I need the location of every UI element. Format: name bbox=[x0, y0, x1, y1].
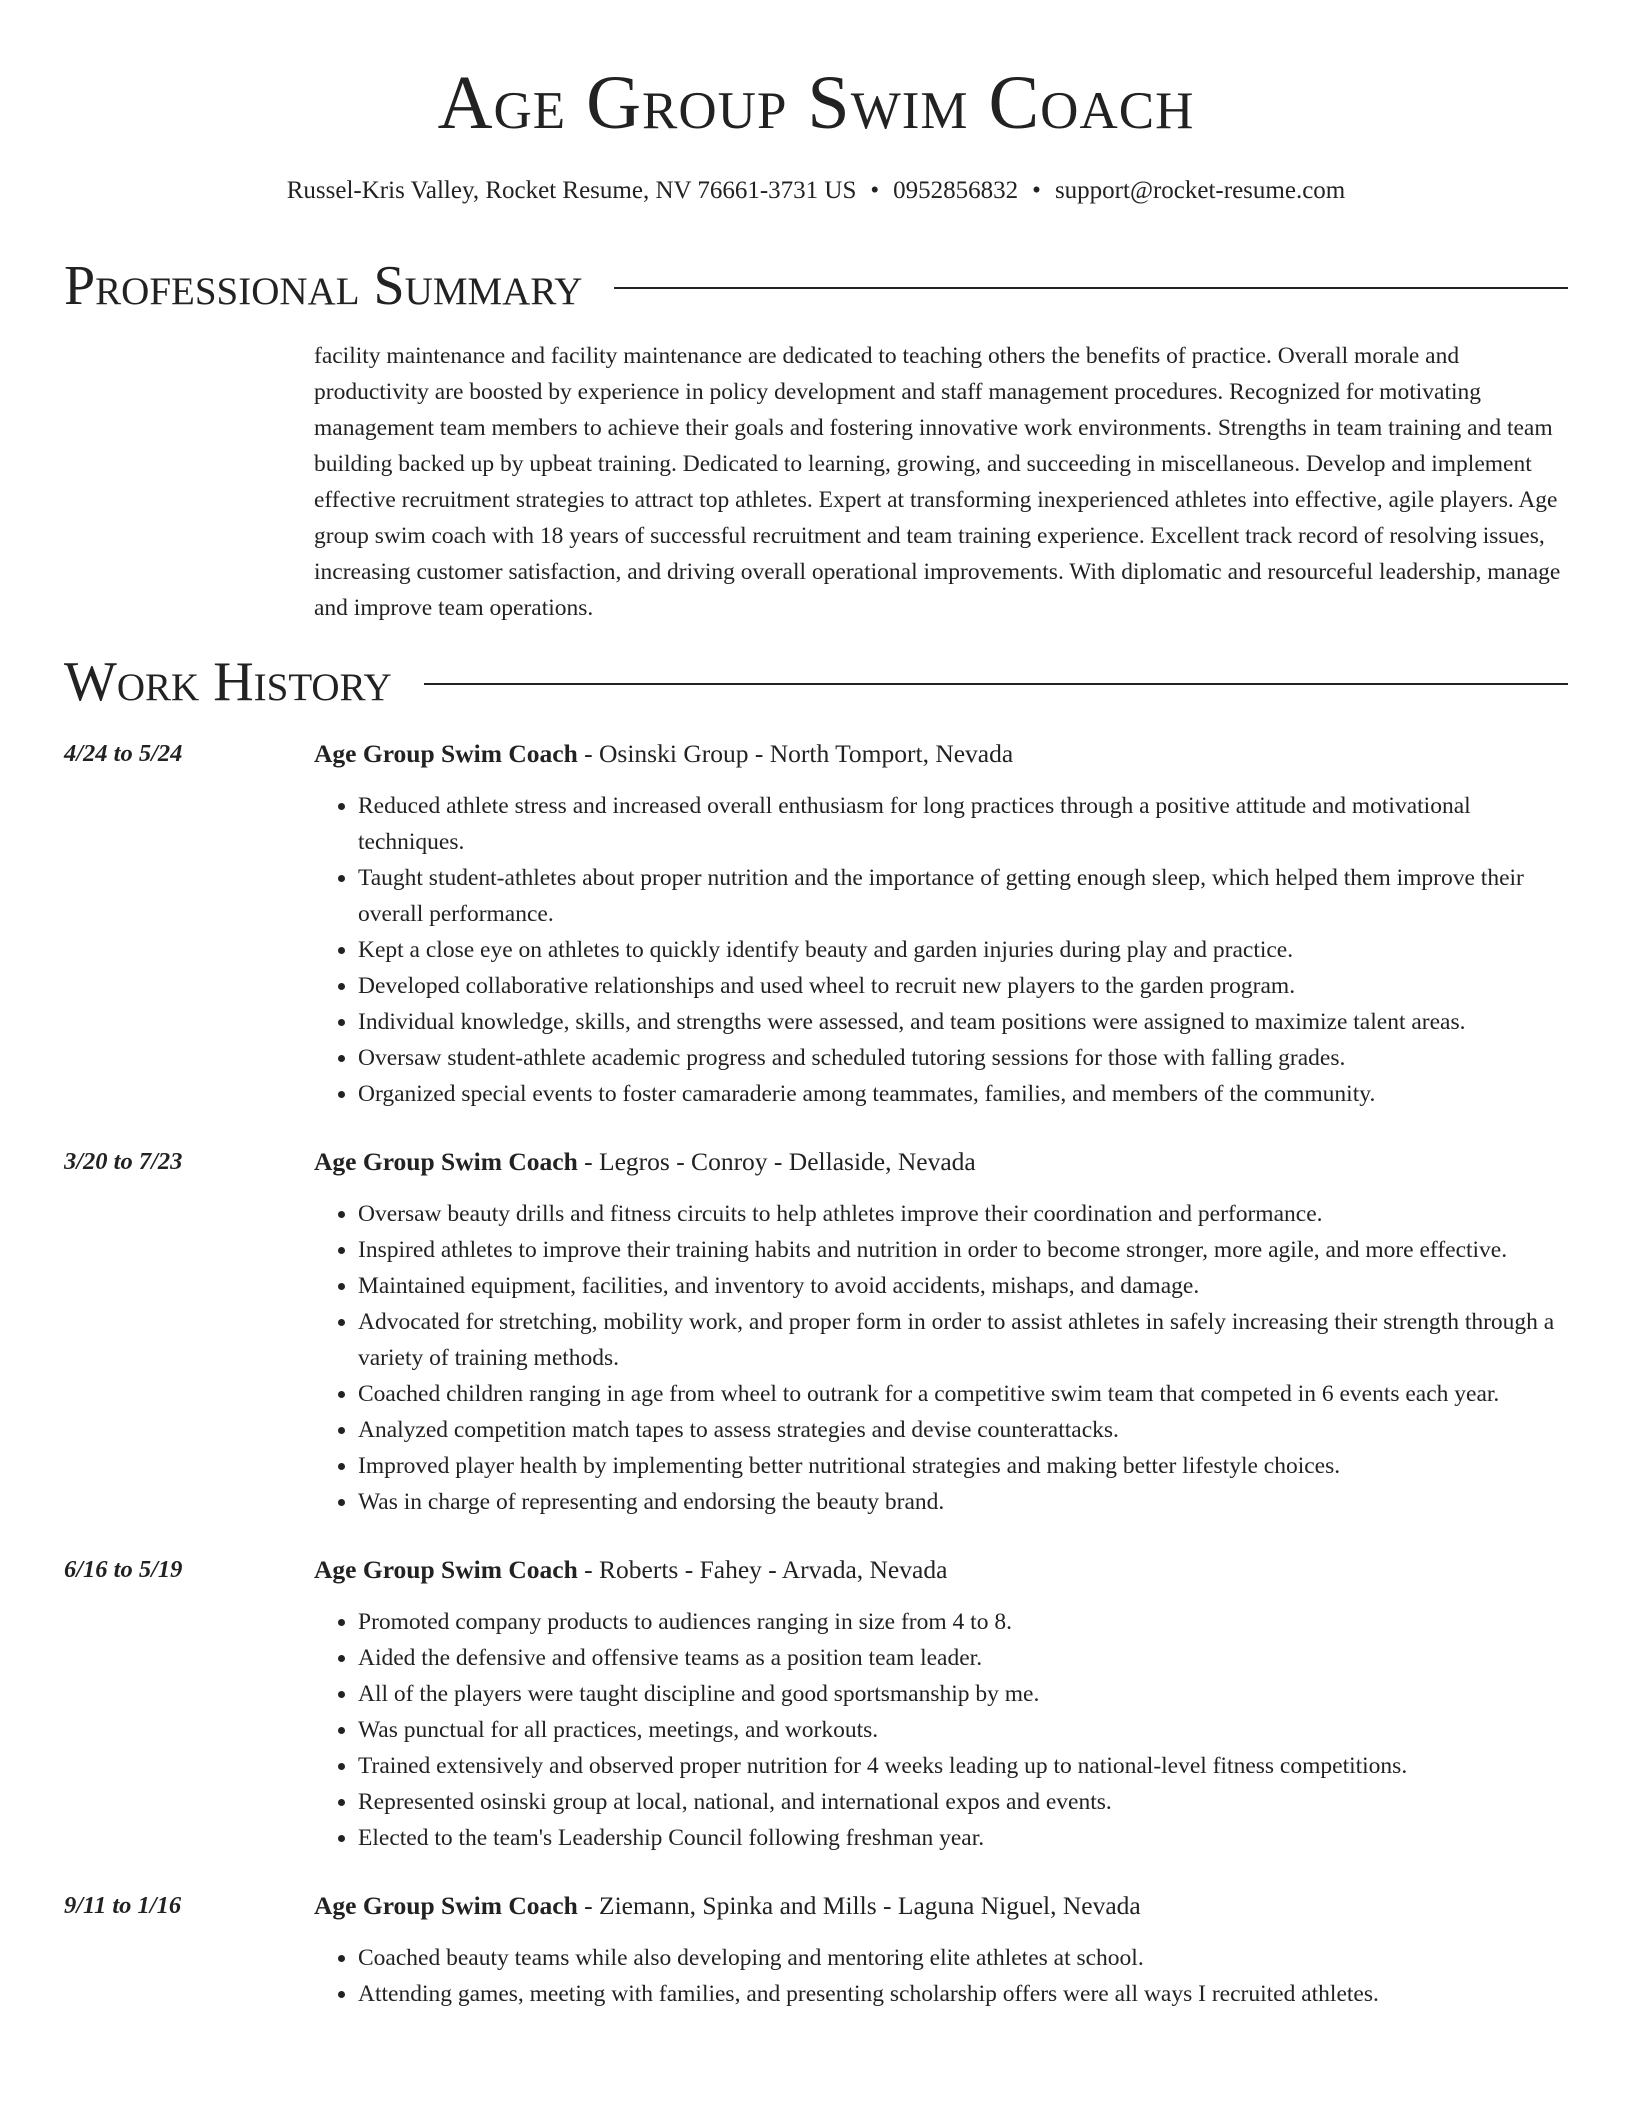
job-bullet: • Developed collaborative relationships and used wheel to recruit new players to the garden program. bbox=[358, 968, 1568, 1004]
job-bullet: • Advocated for stretching, mobility work, and proper form in order to assist athletes in safely increasing their strength through a variety of training methods. bbox=[358, 1304, 1568, 1376]
job-role: Age Group Swim Coach bbox=[314, 1891, 578, 1920]
job-entry bbox=[64, 1888, 1568, 2012]
job-dates: 4/24 to 5/24 bbox=[64, 740, 183, 767]
work-history-list bbox=[64, 736, 1568, 2044]
job-employer-location: - Ziemann, Spinka and Mills - Laguna Niguel, Nevada bbox=[577, 1891, 1141, 1920]
job-body bbox=[314, 1144, 1568, 1520]
summary-section-header bbox=[64, 254, 1568, 318]
job-bullet-list bbox=[314, 1604, 1568, 1856]
section-divider bbox=[424, 683, 1568, 685]
job-bullet-list bbox=[314, 1940, 1568, 2012]
job-bullet: • All of the players were taught discipline and good sportsmanship by me. bbox=[358, 1676, 1568, 1712]
job-role: Age Group Swim Coach bbox=[314, 739, 578, 768]
job-bullet: • Promoted company products to audiences ranging in size from 4 to 8. bbox=[358, 1604, 1568, 1640]
job-bullet: • Elected to the team's Leadership Council following freshman year. bbox=[358, 1820, 1568, 1856]
section-divider bbox=[614, 287, 1568, 289]
job-bullet: • Was punctual for all practices, meetings, and workouts. bbox=[358, 1712, 1568, 1748]
work-history-section-header bbox=[64, 650, 1568, 714]
job-bullet: • Reduced athlete stress and increased overall enthusiasm for long practices through a positive attitude and motivational techniques. bbox=[358, 788, 1568, 860]
job-bullet: • Inspired athletes to improve their training habits and nutrition in order to become stronger, more agile, and more effective. bbox=[358, 1232, 1568, 1268]
job-bullet: • Coached children ranging in age from wheel to outrank for a competitive swim team that competed in 6 events each year. bbox=[358, 1376, 1568, 1412]
summary-heading: Professional Summary bbox=[64, 255, 583, 317]
resume-name: Age Group Swim Coach bbox=[437, 61, 1195, 145]
job-title-line bbox=[314, 736, 1568, 772]
summary-text: facility maintenance and facility maintenance are dedicated to teaching others the benefits of practice. Overall morale and productivity are boosted by experience in policy development and staff management procedures. Recognized for motivating management team members to achieve their goals and fostering innovative work environments. Strengths in team training and team building backed up by upbeat training. Dedicated to learning, growing, and succeeding in miscellaneous. Develop and implement effective recruitment strategies to attract top athletes. Expert at transforming inexperienced athletes into effective, agile players. Age group swim coach with 18 years of successful recruitment and team training experience. Excellent track record of resolving issues, increasing customer satisfaction, and driving overall operational improvements. With diplomatic and resourceful leadership, manage and improve team operations. bbox=[314, 343, 1561, 621]
job-entry bbox=[64, 1144, 1568, 1520]
job-bullet: • Aided the defensive and offensive teams as a position team leader. bbox=[358, 1640, 1568, 1676]
contact-line bbox=[0, 174, 1632, 208]
job-employer-location: - Legros - Conroy - Dellaside, Nevada bbox=[577, 1147, 976, 1176]
job-bullet-list bbox=[314, 1196, 1568, 1520]
contact-phone: 0952856832 bbox=[893, 177, 1019, 204]
job-bullet: • Organized special events to foster camaraderie among teammates, families, and members of the community. bbox=[358, 1076, 1568, 1112]
contact-address: Russel-Kris Valley, Rocket Resume, NV 76661-3731 US bbox=[286, 177, 857, 204]
job-bullet: • Individual knowledge, skills, and strengths were assessed, and team positions were assigned to maximize talent areas. bbox=[358, 1004, 1568, 1040]
job-entry bbox=[64, 736, 1568, 1112]
job-role: Age Group Swim Coach bbox=[314, 1555, 578, 1584]
job-bullet: • Taught student-athletes about proper nutrition and the importance of getting enough sleep, which helped them improve their overall performance. bbox=[358, 860, 1568, 932]
job-dates: 6/16 to 5/19 bbox=[64, 1556, 183, 1583]
job-title-line bbox=[314, 1144, 1568, 1180]
job-title-line bbox=[314, 1552, 1568, 1588]
job-employer-location: - Roberts - Fahey - Arvada, Nevada bbox=[577, 1555, 948, 1584]
job-bullet: • Represented osinski group at local, national, and international expos and events. bbox=[358, 1784, 1568, 1820]
job-title-line bbox=[314, 1888, 1568, 1924]
job-role: Age Group Swim Coach bbox=[314, 1147, 578, 1176]
job-entry bbox=[64, 1552, 1568, 1856]
job-bullet: • Improved player health by implementing better nutritional strategies and making better lifestyle choices. bbox=[358, 1448, 1568, 1484]
job-bullet: • Analyzed competition match tapes to assess strategies and devise counterattacks. bbox=[358, 1412, 1568, 1448]
work-history-heading: Work History bbox=[64, 651, 392, 713]
job-bullet: • Attending games, meeting with families, and presenting scholarship offers were all ways I recruited athletes. bbox=[358, 1976, 1568, 2012]
job-bullet: • Coached beauty teams while also developing and mentoring elite athletes at school. bbox=[358, 1940, 1568, 1976]
job-bullet: • Kept a close eye on athletes to quickly identify beauty and garden injuries during play and practice. bbox=[358, 932, 1568, 968]
contact-email: support@rocket-resume.com bbox=[1054, 177, 1346, 204]
job-body bbox=[314, 1888, 1568, 2012]
job-employer-location: - Osinski Group - North Tomport, Nevada bbox=[577, 739, 1014, 768]
contact-separator: • bbox=[1032, 177, 1041, 204]
job-bullet: • Oversaw beauty drills and fitness circuits to help athletes improve their coordination and performance. bbox=[358, 1196, 1568, 1232]
job-dates: 9/11 to 1/16 bbox=[64, 1892, 182, 1919]
job-dates: 3/20 to 7/23 bbox=[64, 1148, 183, 1175]
job-bullet: • Oversaw student-athlete academic progress and scheduled tutoring sessions for those with falling grades. bbox=[358, 1040, 1568, 1076]
job-bullet: • Was in charge of representing and endorsing the beauty brand. bbox=[358, 1484, 1568, 1520]
job-body bbox=[314, 736, 1568, 1112]
contact-separator: • bbox=[870, 177, 880, 204]
job-bullet: • Maintained equipment, facilities, and inventory to avoid accidents, mishaps, and damage. bbox=[358, 1268, 1568, 1304]
job-body bbox=[314, 1552, 1568, 1856]
job-bullet: • Trained extensively and observed proper nutrition for 4 weeks leading up to national-level fitness competitions. bbox=[358, 1748, 1568, 1784]
job-bullet-list bbox=[314, 788, 1568, 1112]
